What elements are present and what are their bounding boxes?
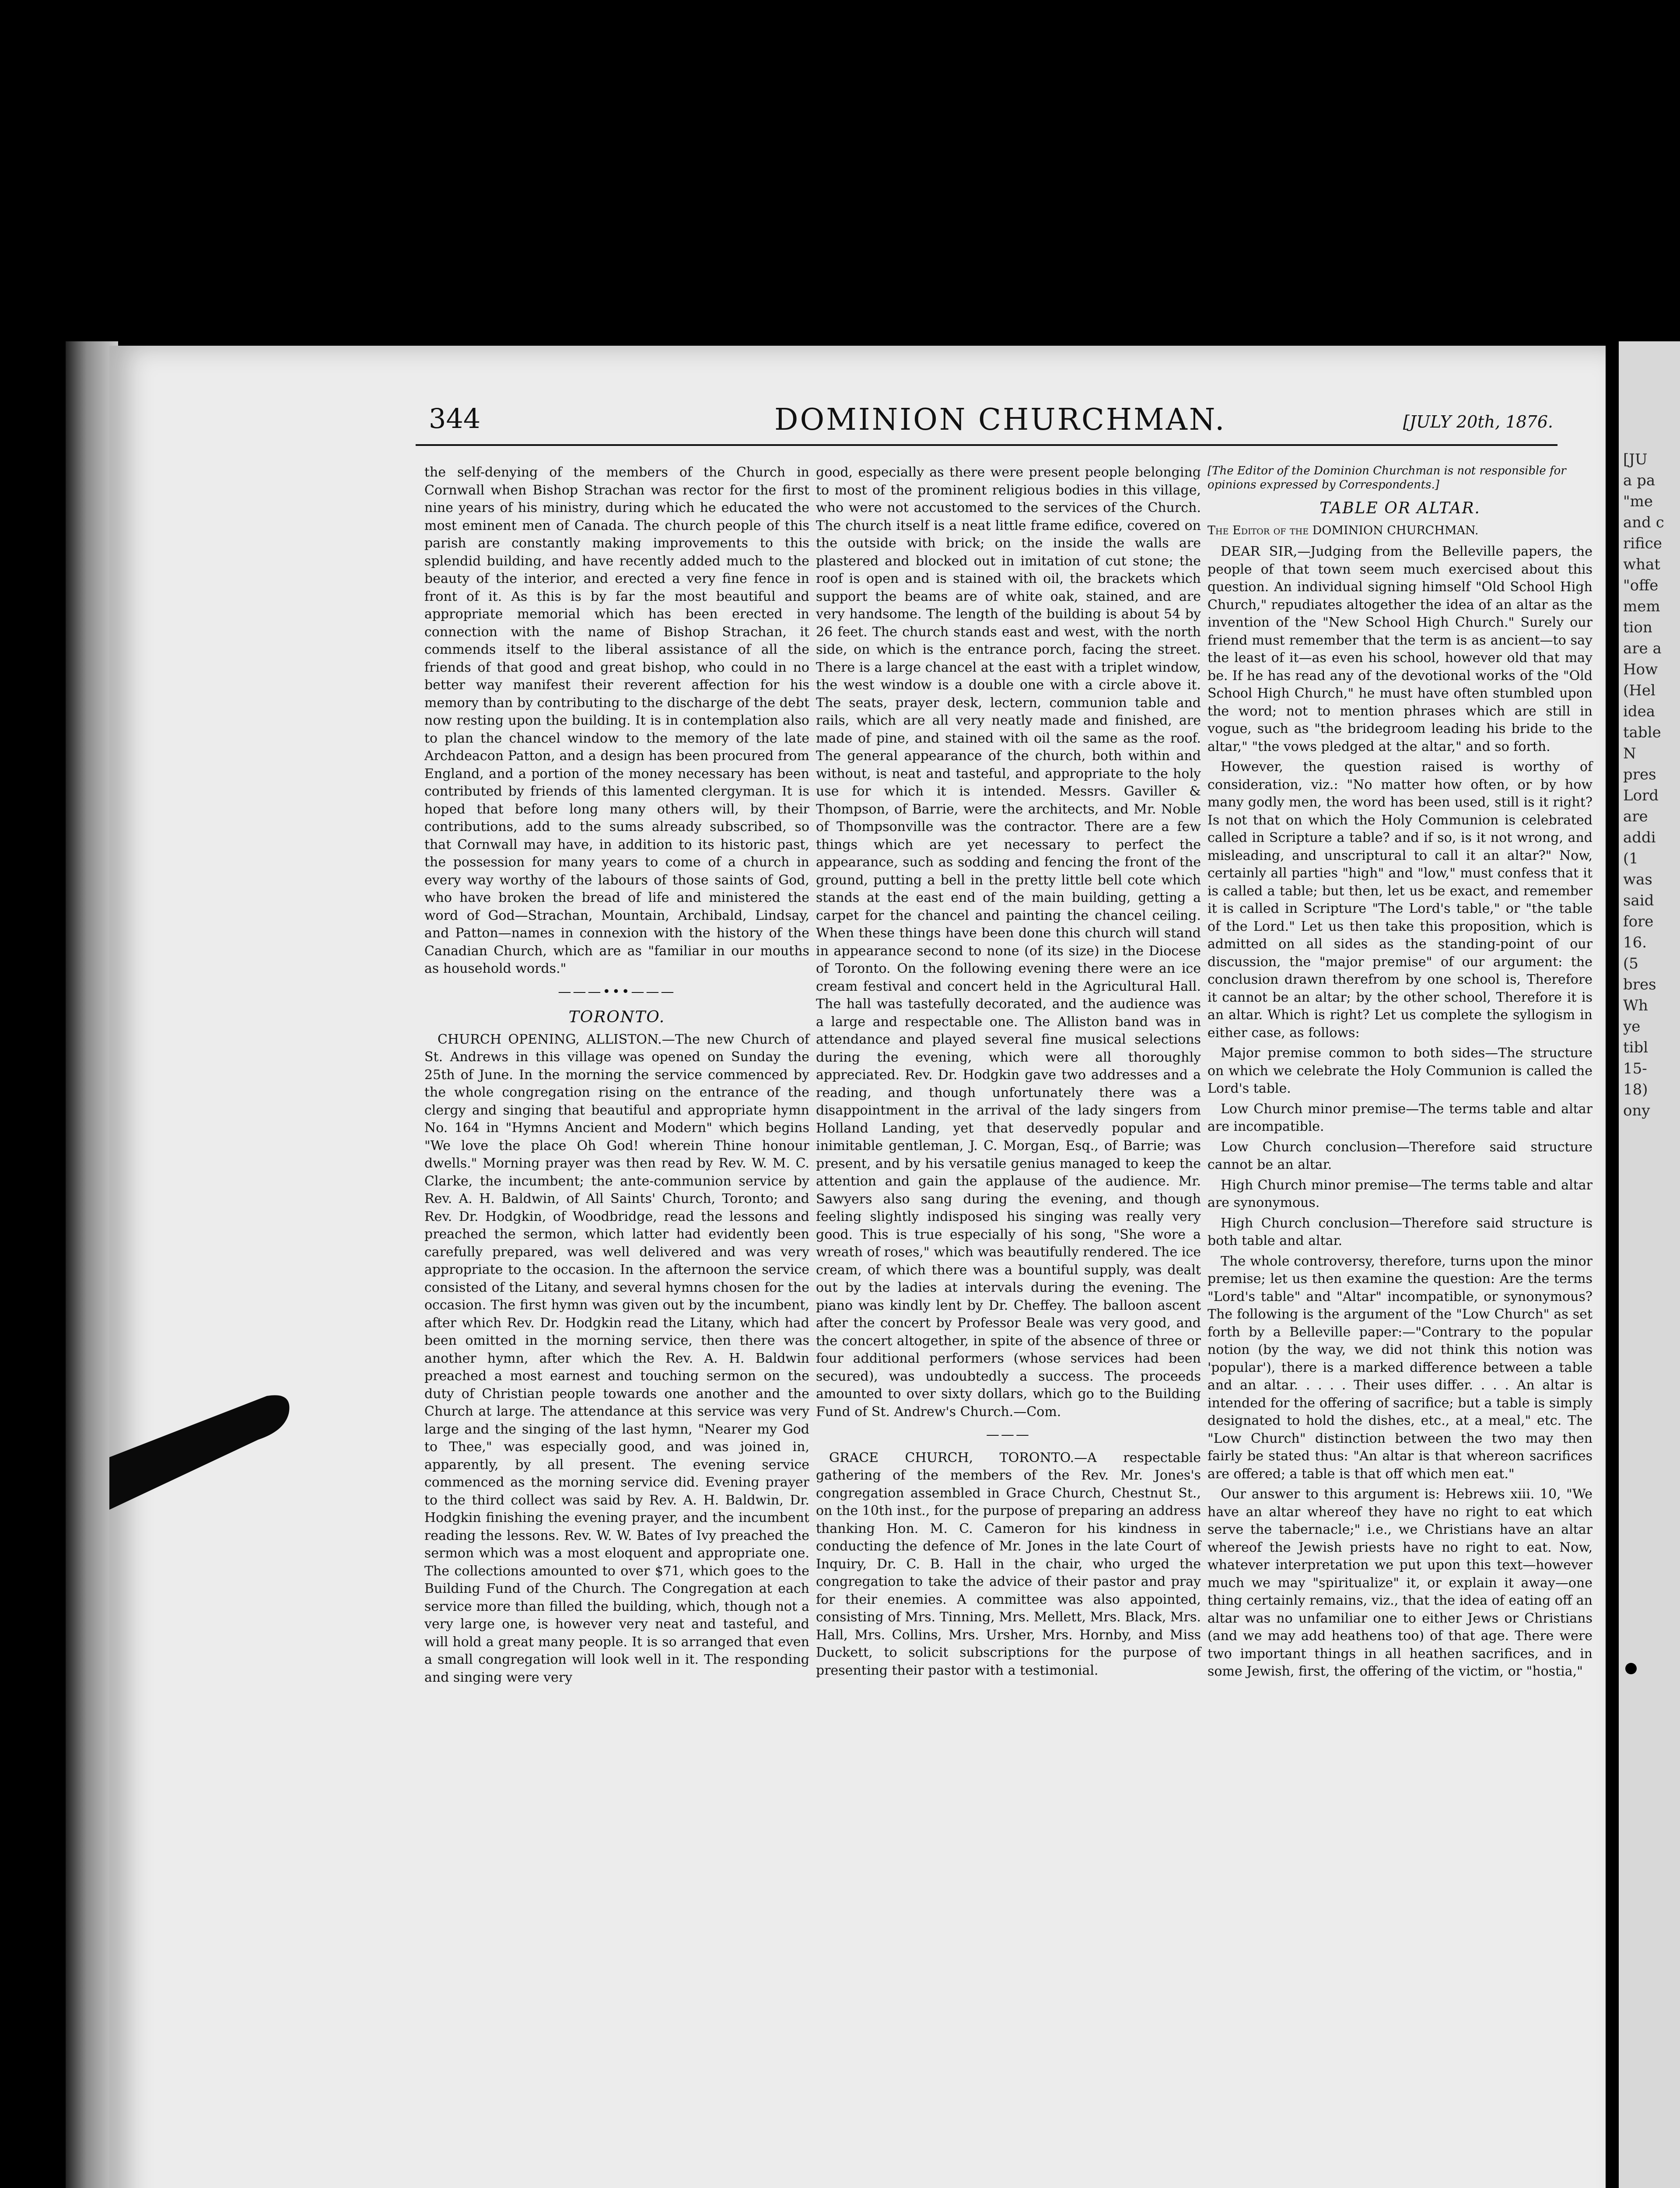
adjacent-page-text: "me <box>1623 493 1653 510</box>
masthead-title: DOMINION CHURCHMAN. <box>774 403 1226 437</box>
adjacent-page-text: what <box>1623 556 1660 573</box>
letter-paragraph: Major premise common to both sides—The structure on which we celebrate the Holy Communion is called the Lord's table. <box>1208 1045 1592 1096</box>
adjacent-page-text: and c <box>1623 514 1664 531</box>
adjacent-page-text: fore <box>1623 913 1654 930</box>
margin-dot <box>1625 1663 1637 1674</box>
adjacent-page-text: ye <box>1623 1018 1641 1035</box>
adjacent-page-text: said <box>1623 892 1654 909</box>
adjacent-page-text: tibl <box>1623 1039 1648 1056</box>
pointer-shadow-image <box>109 1378 293 1523</box>
letter-paragraph: Our answer to this argument is: Hebrews xiii. 10, "We have an altar whereof they have no right to eat which serve the tabernacle;" i.e., we Christians have an altar whereof the Jewish priests have no right to eat. Now, whatever interpretation we put upon this text—however much we may "spiritualize" it, or explain it away—one thing certainly remains, viz., that the idea of eating off an altar was no unfamiliar one to either Jews or Christians (and we may add heathens too) of that age. There were two important things in all heathen sacrifices, and in some Jewish, first, the offering of the victim, or "hostia," <box>1208 1487 1592 1679</box>
adjacent-page-text: 16. <box>1623 934 1647 951</box>
letter-paragraph: Low Church conclusion—Therefore said structure cannot be an altar. <box>1208 1139 1592 1172</box>
issue-date: [JULY 20th, 1876. <box>1403 412 1553 431</box>
page-header <box>109 403 1606 442</box>
letter-paragraph: The whole controversy, therefore, turns upon the minor premise; let us then examine the question: Are the terms "Lord's table" and "Altar" incompatible, or synonymous? The following is the argument of the "Low Church" as set forth by a Belleville paper:—"Contrary to the popular notion (by the way, we did not think this notion was 'popular'), there is a marked difference between a table and an altar. . . . . Their uses differ. . . . An altar is intended for the offering of sacrifice; but a table is simply designated to hold the dishes, etc., at a meal," etc. The "Low Church" distinction between the two may then fairly be stated thus: "An altar is that whereon sacrifices are offered; a table is that off which men eat." <box>1208 1253 1592 1482</box>
article-paragraph: good, especially as there were present people belonging to most of the prominent religious bodies in this village, who were not accustomed to the services of the Church. The church itself is a neat little frame edifice, covered on the outside with brick; on the inside the walls are plastered and blocked out in imitation of cut stone; the roof is open and is stained with oil, the brackets which support the beams are of white oak, stained, and are very handsome. The length of the building is about 54 by 26 feet. The church stands east and west, with the north side, on which is the entrance porch, facing the street. There is a large chancel at the east with a triplet window, the west window is a double one with a circle above it. The seats, prayer desk, lectern, communion table and rails, which are all very neatly made and finished, are made of pine, and stained with oil the same as the roof. The general appearance of the church, both within and without, is neat and tasteful, and appropriate to the holy use for which it is intended. Messrs. Gaviller & Thompson, of Barrie, were the architects, and Mr. Noble of Thompsonville was the contractor. There are a few things which are yet necessary to perfect the appearance, such as sodding and fencing the front of the ground, putting a bell in the pretty little bell cote which stands at the east end of the main building, getting a carpet for the chancel and painting the chancel ceiling. When these things have been done this church will stand in appearance second to none (of its size) in the Diocese of Toronto. On the following evening there were an ice cream festival and concert held in the Agricultural Hall. The hall was tastefully decorated, and the audience was a large and respectable one. The Alliston band was in attendance and played several fine musical selections during the evening, which were all thoroughly appreciated. Rev. Dr. Hodgkin gave two addresses and a reading, and though unfortunately there was a disappointment in the arrival of the lady singers from Holland Landing, yet that deservedly popular and inimitable gentleman, J. C. Morgan, Esq., of Barrie; was present, and by his versatile genius managed to keep the attention and gain the applause of the audience. Mr. Sawyers also sang during the evening, and though feeling slightly indisposed his singing was really very good. This is true especially of his song, "She wore a wreath of roses," which was beautifully rendered. The ice cream, of which there was a bountiful supply, was dealt out by the ladies at intervals during the evening. The piano was kindly lent by Dr. Cheffey. The balloon ascent after the concert by Professor Beale was very good, and the concert altogether, in spite of the absence of three or four additional performers (whose services had been secured), was undoubtedly a success. The proceeds amounted to over sixty dollars, which go to the Building Fund of St. Andrew's Church.—Com. <box>816 465 1201 1420</box>
column-2 <box>816 464 1201 1682</box>
adjacent-page-fragment <box>1619 341 1680 2188</box>
letter-addressee: The Editor of the DOMINION CHURCHMAN. <box>1208 523 1479 537</box>
adjacent-page-text: addi <box>1623 829 1656 846</box>
article-paragraph: CHURCH OPENING, ALLISTON.—The new Church of St. Andrews in this village was opened on Sunday the 25th of June. In the morning the service commenced by the whole congregation rising on the entrance of the clergy and singing that beautiful and appropriate hymn No. 164 in "Hymns Ancient and Modern" which begins "We love the place Oh God! wherein Thine honour dwells." Morning prayer was then read by Rev. W. M. C. Clarke, the incumbent; the ante-communion service by Rev. A. H. Baldwin, of All Saints' Church, Toronto; and Rev. Dr. Hodgkin, of Woodbridge, read the lessons and preached the sermon, which latter had evidently been carefully prepared, was well delivered and was very appropriate to the occasion. In the afternoon the service consisted of the Litany, and several hymns chosen for the occasion. The first hymn was given out by the incumbent, after which Rev. Dr. Hodgkin read the Litany, which had been omitted in the morning service, then there was another hymn, after which the Rev. A. H. Baldwin preached a most earnest and touching sermon on the duty of Christian people towards one another and the Church at large. The attendance at this service was very large and the singing of the last hymn, "Nearer my God to Thee," was especially good, and was joined in, apparently, by all present. The evening service commenced as the morning service did. Evening prayer to the third collect was said by Rev. A. H. Baldwin, Dr. Hodgkin finishing the evening prayer, and the incumbent reading the lessons. Rev. W. W. Bates of Ivy preached the sermon which was a most eloquent and appropriate one. The collections amounted to over $71, which goes to the Building Fund of the Church. The Congregation at each service more than filled the building, which, though not a very large one, is however very neat and tasteful, and will hold a great many people. It is so arranged that even a small congregation will look well in it. The responding and singing were very <box>424 1031 809 1685</box>
adjacent-page-text: [JU <box>1623 451 1648 468</box>
section-divider: ———•••——— <box>558 984 676 999</box>
letter-paragraph: High Church conclusion—Therefore said structure is both table and altar. <box>1208 1215 1592 1248</box>
adjacent-page-text: ony <box>1623 1102 1650 1119</box>
adjacent-page-text: table <box>1623 724 1661 741</box>
article-paragraph: the self-denying of the members of the Church in Cornwall when Bishop Strachan was rector for the first nine years of his ministry, during which he educated the most eminent men of Canada. The church people of this parish are constantly making improvements to this splendid building, and have recently added much to the beauty of the interior, and erected a very fine fence in front of it. As this is by far the most beautiful and appropriate memorial which has been erected in connection with the name of Bishop Strachan, it commends itself to the liberal assistance of all the friends of that good and great bishop, who could in no better way manifest their reverent affection for his memory than by contributing to the discharge of the debt now resting upon the building. It is in contemplation also to plan the chancel window to the memory of the late Archdeacon Patton, and a design has been procured from England, and a portion of the money necessary has been contributed by friends of this lamented clergyman. It is hoped that before long many others will, by their contributions, add to the sums already subscribed, so that Cornwall may have, in addition to its historic past, the possession for many years to come of a church in every way worthy of the labours of those saints of God, who have broken the bread of life and ministered the word of God—Strachan, Mountain, Archibald, Lindsay, and Patton—names in connexion with the history of the Canadian Church, which are as "familiar in our mouths as household words." <box>424 465 809 976</box>
adjacent-page-text: tion <box>1623 619 1652 636</box>
letter-paragraph: Low Church minor premise—The terms table and altar are incompatible. <box>1208 1101 1592 1134</box>
section-title-toronto: TORONTO. <box>568 1008 665 1026</box>
adjacent-page-text: a pa <box>1623 472 1656 489</box>
letter-paragraph: However, the question raised is worthy of consideration, viz.: "No matter how often, or by how many godly men, the word has been used, still is it right? Is not that on which the Holy Communion is celebrated called in Scripture a table? and if so, is it not wrong, and misleading, and unscriptural to call it an altar?" Now, certainly all parties "high" and "low," must confess that it is called a table; but then, let us be exact, and remember it is called in Scripture "The Lord's table," or "the table of the Lord." Let us then take this proposition, which is admitted on all sides as the standing-point of our discussion, the "major premise" of our argument: the conclusion drawn therefrom by one school is, Therefore it cannot be an altar; by the other school, Therefore it is an altar. Which is right? Let us complete the syllogism in either case, as follows: <box>1208 759 1592 1041</box>
adjacent-page-text: pres <box>1623 766 1656 783</box>
adjacent-page-text: 18) <box>1623 1081 1648 1098</box>
adjacent-page-text: Wh <box>1623 997 1648 1014</box>
letter-paragraph: DEAR SIR,—Judging from the Belleville papers, the people of that town seem much exercised about this question. An individual signing himself "Old School High Church," repudiates altogether the idea of an altar as the invention of the "New School High Church." Surely our friend must remember that the term is as ancient—to say the least of it—as even his school, however old that may be. If he has read any of the devotional works of the "Old School High Church," he must have often stumbled upon the word; not to mention phrases which are still in vogue, such as "the bridegroom leading his bride to the altar," "the vows pledged at the altar," and so forth. <box>1208 544 1592 754</box>
adjacent-page-text: are a <box>1623 640 1662 657</box>
adjacent-page-text: (5 <box>1623 955 1638 972</box>
article-paragraph: GRACE CHURCH, TORONTO.—A respectable gathering of the members of the Rev. Mr. Jones's congregation assembled in Grace Church, Chestnut St., on the 10th inst., for the purpose of preparing an address thanking Hon. M. C. Cameron for his kindness in conducting the defence of Mr. Jones in the late Court of Inquiry, Dr. C. B. Hall in the chair, who urged the congregation to take the advice of their pastor and pray for their enemies. A committee was also appointed, consisting of Mrs. Tinning, Mrs. Mellett, Mrs. Black, Mrs. Hall, Mrs. Collins, Mrs. Ursher, Mrs. Hornby, and Miss Duckett, to solicit subscriptions for the purpose of presenting their pastor with a testimonial. <box>816 1450 1201 1678</box>
adjacent-page-text: mem <box>1623 598 1660 615</box>
letter-title: TABLE OR ALTAR. <box>1320 499 1480 517</box>
adjacent-page-text: "offe <box>1623 577 1659 594</box>
adjacent-page-text: bres <box>1623 976 1656 993</box>
adjacent-page-text: are <box>1623 808 1648 825</box>
adjacent-page-text: (1 <box>1623 850 1638 867</box>
letter-paragraph: High Church minor premise—The terms table and altar are synonymous. <box>1208 1177 1592 1210</box>
column-1 <box>424 464 809 1689</box>
adjacent-page-text: rifice <box>1623 535 1662 552</box>
section-divider: ——— <box>986 1427 1031 1442</box>
page-number: 344 <box>429 403 481 435</box>
adjacent-page-text: (Hel <box>1623 682 1656 699</box>
header-rule <box>416 444 1558 446</box>
adjacent-page-text: idea <box>1623 703 1656 720</box>
adjacent-page-text: N <box>1623 745 1636 762</box>
adjacent-page-text: 15- <box>1623 1060 1647 1077</box>
adjacent-page-text: was <box>1623 871 1652 888</box>
column-3 <box>1208 464 1592 1683</box>
newspaper-page <box>109 346 1606 2188</box>
adjacent-page-text: Lord <box>1623 787 1659 804</box>
editor-disclaimer: [The Editor of the Dominion Churchman is not responsible for opinions expressed by Correspondents.] <box>1208 464 1566 491</box>
adjacent-page-text: How <box>1623 661 1658 678</box>
